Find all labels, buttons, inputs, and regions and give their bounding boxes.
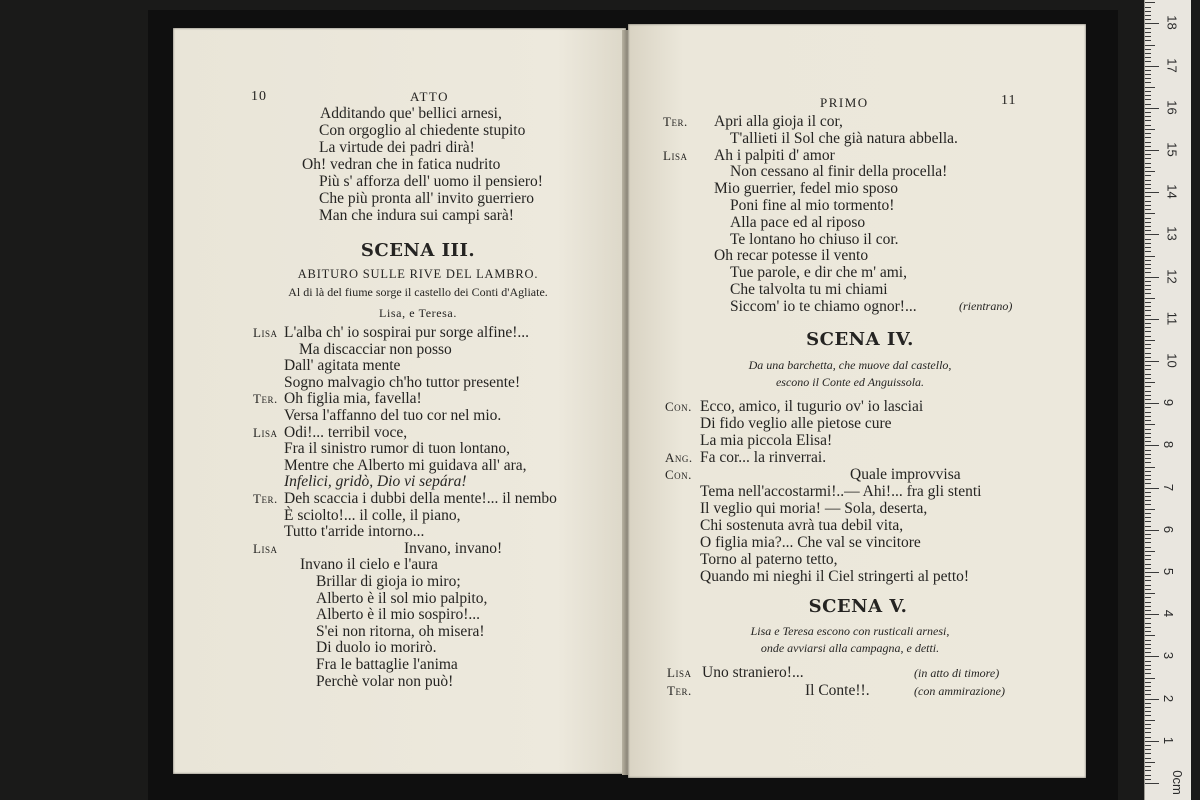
stage-direction: (rientrano): [959, 299, 1013, 313]
ruler-tick: [1145, 125, 1151, 126]
ruler-tick: [1145, 369, 1151, 370]
ruler-tick: [1145, 234, 1159, 235]
running-head-right: PRIMO: [820, 95, 869, 110]
ruler-tick: [1145, 395, 1151, 396]
ruler-tick: [1145, 357, 1151, 358]
ruler-tick: [1145, 327, 1151, 328]
ruler-tick: [1145, 699, 1159, 700]
ruler-label: 17: [1164, 57, 1180, 73]
dialogue-line: Invano il cielo e l'aura: [300, 556, 438, 574]
ruler-tick: [1145, 91, 1151, 92]
dialogue-line: Te lontano ho chiuso il cor.: [730, 230, 899, 248]
ruler-tick: [1145, 568, 1151, 569]
dialogue-line: Che talvolta tu mi chiami: [730, 281, 888, 298]
speaker-label: Ang.: [665, 450, 693, 465]
ruler-tick: [1145, 175, 1151, 176]
ruler-tick: [1145, 521, 1151, 522]
scene-characters: Lisa, e Teresa.: [379, 306, 457, 320]
scene-title: SCENA III.: [360, 240, 476, 261]
dialogue-line: Di fido veglio alle pietose cure: [700, 415, 892, 432]
ruler-label: 4: [1161, 610, 1177, 618]
ruler-tick: [1145, 272, 1151, 273]
ruler-tick: [1145, 678, 1155, 679]
ruler-tick: [1145, 213, 1155, 214]
dialogue-line: Tutto t'arride intorno...: [284, 523, 425, 541]
ruler-tick: [1145, 196, 1151, 197]
speaker-label: Con.: [665, 399, 692, 414]
ruler-tick: [1145, 445, 1159, 446]
ruler-tick: [1145, 429, 1151, 430]
dialogue-line: Uno straniero!...: [702, 664, 804, 681]
ruler-tick: [1145, 315, 1151, 316]
ruler-tick: [1145, 142, 1151, 143]
ruler-tick: [1145, 256, 1155, 257]
ruler-tick: [1145, 513, 1151, 514]
dialogue-line: Fra le battaglie l'anima: [316, 656, 458, 673]
right-page: [628, 24, 1086, 778]
ruler-tick: [1145, 74, 1151, 75]
ruler-tick: [1145, 593, 1155, 594]
ruler-tick: [1145, 610, 1151, 611]
ruler-tick: [1145, 517, 1151, 518]
verse-line: Con orgoglio al chiedente stupito: [319, 122, 526, 139]
dialogue-line: Infelici, gridò, Dio vi sepára!: [284, 473, 467, 491]
ruler-tick: [1145, 606, 1151, 607]
ruler-tick: [1145, 420, 1151, 421]
dialogue-line: Quando mi nieghi il Ciel stringerti al petto!: [700, 568, 970, 585]
ruler-label: 10: [1164, 353, 1180, 368]
dialogue-line: Chi sostenuta avrà tua debil vita,: [700, 517, 904, 534]
ruler-tick: [1145, 724, 1151, 725]
ruler-tick: [1145, 631, 1151, 632]
ruler-tick: [1145, 365, 1151, 366]
ruler-tick: [1145, 572, 1159, 573]
ruler-tick: [1145, 547, 1151, 548]
ruler-tick: [1145, 433, 1151, 434]
ruler-tick: [1145, 319, 1159, 320]
dialogue-line: Alberto è il sol mio palpito,: [316, 589, 488, 607]
scene-direction: Lisa e Teresa escono con rusticali arnesi,: [750, 624, 950, 638]
ruler-tick: [1145, 19, 1151, 20]
dialogue-line: Dall' agitata mente: [284, 357, 401, 375]
ruler-tick: [1145, 331, 1151, 332]
ruler-tick: [1145, 306, 1151, 307]
ruler-label: 6: [1161, 525, 1177, 533]
dialogue-line: Ah i palpiti d' amor: [714, 146, 835, 164]
ruler-tick: [1145, 66, 1159, 67]
ruler-tick: [1145, 618, 1151, 619]
ruler-tick: [1145, 158, 1151, 159]
ruler-tick: [1145, 661, 1151, 662]
ruler-tick: [1145, 45, 1155, 46]
dialogue-line: È sciolto!... il colle, il piano,: [284, 506, 461, 524]
ruler-tick: [1145, 500, 1151, 501]
ruler-tick: [1145, 382, 1155, 383]
ruler-tick: [1145, 635, 1155, 636]
speaker-label: Ter.: [253, 491, 278, 506]
ruler-tick: [1145, 243, 1151, 244]
ruler-tick: [1145, 201, 1151, 202]
ruler-tick: [1145, 504, 1151, 505]
verse-line: Più s' afforza dell' uomo il pensiero!: [319, 173, 543, 190]
ruler-tick: [1145, 580, 1151, 581]
dialogue-line: Oh recar potesse il vento: [714, 247, 869, 265]
dialogue-line: Invano, invano!: [404, 539, 503, 557]
ruler-label: 16: [1164, 100, 1180, 115]
ruler-tick: [1145, 340, 1155, 341]
left-page: [173, 28, 626, 774]
ruler-tick: [1145, 652, 1151, 653]
ruler-tick: [1145, 154, 1151, 155]
ruler-tick: [1145, 770, 1151, 771]
ruler-tick: [1145, 538, 1151, 539]
ruler-tick: [1145, 475, 1151, 476]
ruler-tick: [1145, 129, 1155, 130]
stage-direction: (in atto di timore): [914, 666, 1000, 680]
ruler-tick: [1145, 251, 1151, 252]
ruler-tick: [1145, 386, 1151, 387]
dialogue-line: Il Conte!!.: [805, 682, 870, 699]
ruler-tick: [1145, 715, 1151, 716]
ruler-tick: [1145, 534, 1151, 535]
ruler-tick: [1145, 509, 1155, 510]
ruler-tick: [1145, 184, 1151, 185]
ruler-tick: [1145, 623, 1151, 624]
ruler-tick: [1145, 732, 1151, 733]
scene-setting-sub: Al di là del fiume sorge il castello dei Conti d'Agliate.: [288, 285, 548, 299]
ruler-tick: [1145, 479, 1151, 480]
dialogue-line: La mia piccola Elisa!: [700, 432, 833, 449]
dialogue-line: O figlia mia?... Che val se vincitore: [700, 534, 921, 551]
ruler-tick: [1145, 120, 1151, 121]
ruler-tick: [1145, 230, 1151, 231]
ruler-tick: [1145, 391, 1151, 392]
ruler-tick: [1145, 289, 1151, 290]
ruler-tick: [1145, 665, 1151, 666]
ruler-tick: [1145, 614, 1159, 615]
dialogue-line: Alla pace ed al riposo: [730, 213, 866, 231]
dialogue-line: Mio guerrier, fedel mio sposo: [714, 180, 899, 198]
ruler-tick: [1145, 348, 1151, 349]
speaker-label: Lisa: [253, 424, 278, 440]
scene-direction: onde avviarsi alla campagna, e detti.: [760, 641, 940, 655]
ruler-tick: [1145, 492, 1151, 493]
ruler-tick: [1145, 462, 1151, 463]
dialogue-line: Apri alla gioja il cor,: [714, 113, 843, 130]
ruler-tick: [1145, 437, 1151, 438]
ruler-tick: [1145, 656, 1159, 657]
dialogue-line: Sogno malvagio ch'ho tuttor presente!: [284, 373, 521, 391]
ruler-label: 18: [1164, 15, 1180, 31]
dialogue-line: Il veglio qui moria! — Sola, deserta,: [700, 500, 928, 517]
ruler-tick: [1145, 564, 1151, 565]
dialogue-line: Torno al paterno tetto,: [700, 551, 838, 568]
dialogue-line: Quale improvvisa: [850, 466, 961, 483]
ruler-tick: [1145, 585, 1151, 586]
dialogue-line: Odi!... terribil voce,: [284, 423, 408, 441]
ruler-tick: [1145, 2, 1155, 3]
ruler-tick: [1145, 412, 1151, 413]
dialogue-line: Fra il sinistro rumor di tuon lontano,: [284, 440, 511, 458]
scene-title: SCENA V.: [808, 596, 908, 617]
scene-direction: Da una barchetta, che muove dal castello,: [748, 358, 952, 372]
ruler-label: 2: [1161, 694, 1177, 702]
ruler-label: 1: [1161, 736, 1177, 744]
scene-direction: escono il Conte ed Anguissola.: [775, 375, 925, 389]
ruler-tick: [1145, 28, 1151, 29]
ruler-tick: [1145, 49, 1151, 50]
ruler-tick: [1145, 361, 1159, 362]
dialogue-line: Ecco, amico, il tugurio ov' io lasciai: [700, 398, 924, 415]
ruler-tick: [1145, 745, 1151, 746]
ruler-tick: [1145, 378, 1151, 379]
ruler-tick: [1145, 542, 1151, 543]
ruler-tick: [1145, 496, 1151, 497]
dialogue-line: Tue parole, e dir che m' ami,: [730, 264, 907, 282]
ruler-label: 0cm: [1169, 770, 1185, 795]
ruler-tick: [1145, 644, 1151, 645]
ruler-tick: [1145, 483, 1151, 484]
ruler-tick: [1145, 310, 1151, 311]
ruler-tick: [1145, 192, 1159, 193]
ruler-tick: [1145, 353, 1151, 354]
ruler-tick: [1145, 260, 1151, 261]
dialogue-line: Fa cor... la rinverrai.: [700, 449, 827, 466]
speaker-label: Ter.: [253, 391, 278, 407]
dialogue-line: Perchè volar non può!: [316, 672, 454, 690]
ruler-tick: [1145, 703, 1151, 704]
page-number-left: 10: [251, 89, 267, 104]
ruler-tick: [1145, 669, 1151, 670]
ruler-tick: [1145, 95, 1151, 96]
speaker-label: Lisa: [253, 540, 278, 556]
ruler-tick: [1145, 737, 1151, 738]
ruler-label: 3: [1161, 652, 1177, 660]
ruler-tick: [1145, 137, 1151, 138]
ruler-tick: [1145, 690, 1151, 691]
dialogue-line: Di duolo io morirò.: [316, 639, 437, 657]
ruler-tick: [1145, 302, 1151, 303]
speaker-label: Ter.: [663, 114, 688, 129]
ruler-tick: [1145, 753, 1151, 754]
ruler-tick: [1145, 57, 1151, 58]
scene-title: SCENA IV.: [806, 329, 914, 350]
ruler-tick: [1145, 323, 1151, 324]
stage-direction: (con ammirazione): [914, 684, 1005, 698]
ruler-tick: [1145, 99, 1151, 100]
ruler-tick: [1145, 589, 1151, 590]
dialogue-line: Brillar di gioja io miro;: [316, 573, 461, 590]
running-head-left: ATTO: [410, 89, 449, 104]
ruler-tick: [1145, 741, 1159, 742]
ruler-tick: [1145, 163, 1151, 164]
ruler-tick: [1145, 298, 1155, 299]
verse-line: Man che indura sui campi sarà!: [319, 207, 514, 224]
ruler-tick: [1145, 458, 1151, 459]
ruler-tick: [1145, 597, 1151, 598]
ruler-tick: [1145, 602, 1151, 603]
ruler-label: 15: [1164, 142, 1180, 157]
ruler-label: 8: [1161, 441, 1177, 449]
ruler-tick: [1145, 87, 1155, 88]
dialogue-line: Poni fine al mio tormento!: [730, 197, 895, 214]
ruler-tick: [1145, 467, 1155, 468]
dialogue-line: Alberto è il mio sospiro!...: [316, 606, 481, 624]
ruler-tick: [1145, 285, 1151, 286]
ruler-tick: [1145, 32, 1151, 33]
ruler-tick: [1145, 104, 1151, 105]
ruler-label: 7: [1161, 483, 1177, 491]
ruler-tick: [1145, 146, 1151, 147]
verse-line: Che più pronta all' invito guerriero: [319, 190, 535, 207]
ruler-tick: [1145, 416, 1151, 417]
ruler-tick: [1145, 403, 1159, 404]
speaker-label: Lisa: [253, 325, 278, 340]
ruler-tick: [1145, 205, 1151, 206]
ruler-tick: [1145, 749, 1151, 750]
ruler-tick: [1145, 762, 1155, 763]
ruler-tick: [1145, 454, 1151, 455]
ruler-tick: [1145, 576, 1151, 577]
ruler-tick: [1145, 53, 1151, 54]
ruler-tick: [1145, 11, 1151, 12]
ruler-tick: [1145, 707, 1151, 708]
ruler-tick: [1145, 488, 1159, 489]
ruler-tick: [1145, 116, 1151, 117]
speaker-label: Ter.: [667, 683, 692, 698]
ruler-tick: [1145, 247, 1151, 248]
ruler-tick: [1145, 36, 1151, 37]
ruler-tick: [1145, 188, 1151, 189]
ruler-tick: [1145, 82, 1151, 83]
ruler-label: 13: [1164, 226, 1180, 242]
ruler-tick: [1145, 720, 1155, 721]
dialogue-line: Non cessano al finir della procella!: [730, 163, 948, 181]
ruler-tick: [1145, 775, 1151, 776]
ruler-tick: [1145, 78, 1151, 79]
dialogue-line: Mentre che Alberto mi guidava all' ara,: [284, 456, 527, 474]
measurement-ruler: [1144, 0, 1191, 800]
ruler-tick: [1145, 374, 1151, 375]
verse-line: La virtude dei padri dirà!: [319, 139, 475, 156]
dialogue-line: T'allieti il Sol che già natura abbella.: [730, 129, 958, 147]
ruler-label: 14: [1164, 184, 1180, 199]
dialogue-line: Tema nell'accostarmi!..— Ahi!... fra gli stenti: [700, 483, 982, 500]
ruler-tick: [1145, 627, 1151, 628]
ruler-tick: [1145, 293, 1151, 294]
ruler-tick: [1145, 7, 1151, 8]
ruler-tick: [1145, 167, 1151, 168]
ruler-tick: [1145, 766, 1151, 767]
ruler-tick: [1145, 70, 1151, 71]
ruler-tick: [1145, 424, 1155, 425]
ruler-tick: [1145, 441, 1151, 442]
ruler-tick: [1145, 222, 1151, 223]
ruler-tick: [1145, 648, 1151, 649]
ruler-tick: [1145, 682, 1151, 683]
verse-line: Additando que' bellici arnesi,: [320, 105, 502, 122]
ruler-tick: [1145, 180, 1151, 181]
ruler-tick: [1145, 779, 1151, 780]
ruler-tick: [1145, 171, 1155, 172]
ruler-tick: [1145, 40, 1151, 41]
ruler-tick: [1145, 450, 1151, 451]
ruler-tick: [1145, 555, 1151, 556]
ruler-tick: [1145, 226, 1151, 227]
verse-line: Oh! vedran che in fatica nudrito: [302, 156, 501, 173]
dialogue-line: Deh scaccia i dubbi della mente!... il nembo: [284, 490, 557, 507]
ruler-tick: [1145, 281, 1151, 282]
speaker-label: Lisa: [663, 147, 688, 163]
ruler-tick: [1145, 694, 1151, 695]
ruler-label: 5: [1161, 567, 1177, 576]
ruler-tick: [1145, 277, 1159, 278]
ruler-tick: [1145, 673, 1151, 674]
ruler-tick: [1145, 150, 1159, 151]
ruler-tick: [1145, 209, 1151, 210]
ruler-label: 11: [1164, 311, 1180, 326]
ruler-tick: [1145, 268, 1151, 269]
ruler-tick: [1145, 559, 1151, 560]
dialogue-line: Ma discacciar non posso: [299, 340, 452, 358]
dialogue-line: Siccom' io te chiamo ognor!...: [730, 297, 917, 315]
ruler-tick: [1145, 23, 1159, 24]
dialogue-line: L'alba ch' io sospirai pur sorge alfine!...: [284, 324, 530, 341]
ruler-tick: [1145, 711, 1151, 712]
speaker-label: Lisa: [667, 665, 692, 680]
ruler-tick: [1145, 686, 1151, 687]
ruler-tick: [1145, 264, 1151, 265]
ruler-tick: [1145, 471, 1151, 472]
ruler-label: 9: [1161, 399, 1177, 407]
ruler-tick: [1145, 758, 1151, 759]
page-number-right: 11: [1001, 93, 1017, 108]
ruler-tick: [1145, 399, 1151, 400]
dialogue-line: Versa l'affanno del tuo cor nel mio.: [284, 407, 502, 424]
ruler-tick: [1145, 640, 1151, 641]
ruler-tick: [1145, 239, 1151, 240]
scene-setting: ABITURO SULLE RIVE DEL LAMBRO.: [297, 267, 539, 281]
ruler-tick: [1145, 133, 1151, 134]
ruler-tick: [1145, 551, 1155, 552]
ruler-tick: [1145, 15, 1151, 16]
ruler-tick: [1145, 526, 1151, 527]
ruler-tick: [1145, 344, 1151, 345]
ruler-tick: [1145, 112, 1151, 113]
ruler-tick: [1145, 407, 1151, 408]
ruler-tick: [1145, 530, 1159, 531]
ruler-tick: [1145, 783, 1159, 784]
ruler-tick: [1145, 728, 1151, 729]
ruler-label: 12: [1164, 268, 1180, 284]
dialogue-line: Oh figlia mia, favella!: [284, 390, 422, 408]
speaker-label: Con.: [665, 467, 692, 482]
ruler-tick: [1145, 218, 1151, 219]
ruler-tick: [1145, 61, 1151, 62]
ruler-tick: [1145, 336, 1151, 337]
dialogue-line: S'ei non ritorna, oh misera!: [316, 622, 485, 640]
ruler-tick: [1145, 108, 1159, 109]
